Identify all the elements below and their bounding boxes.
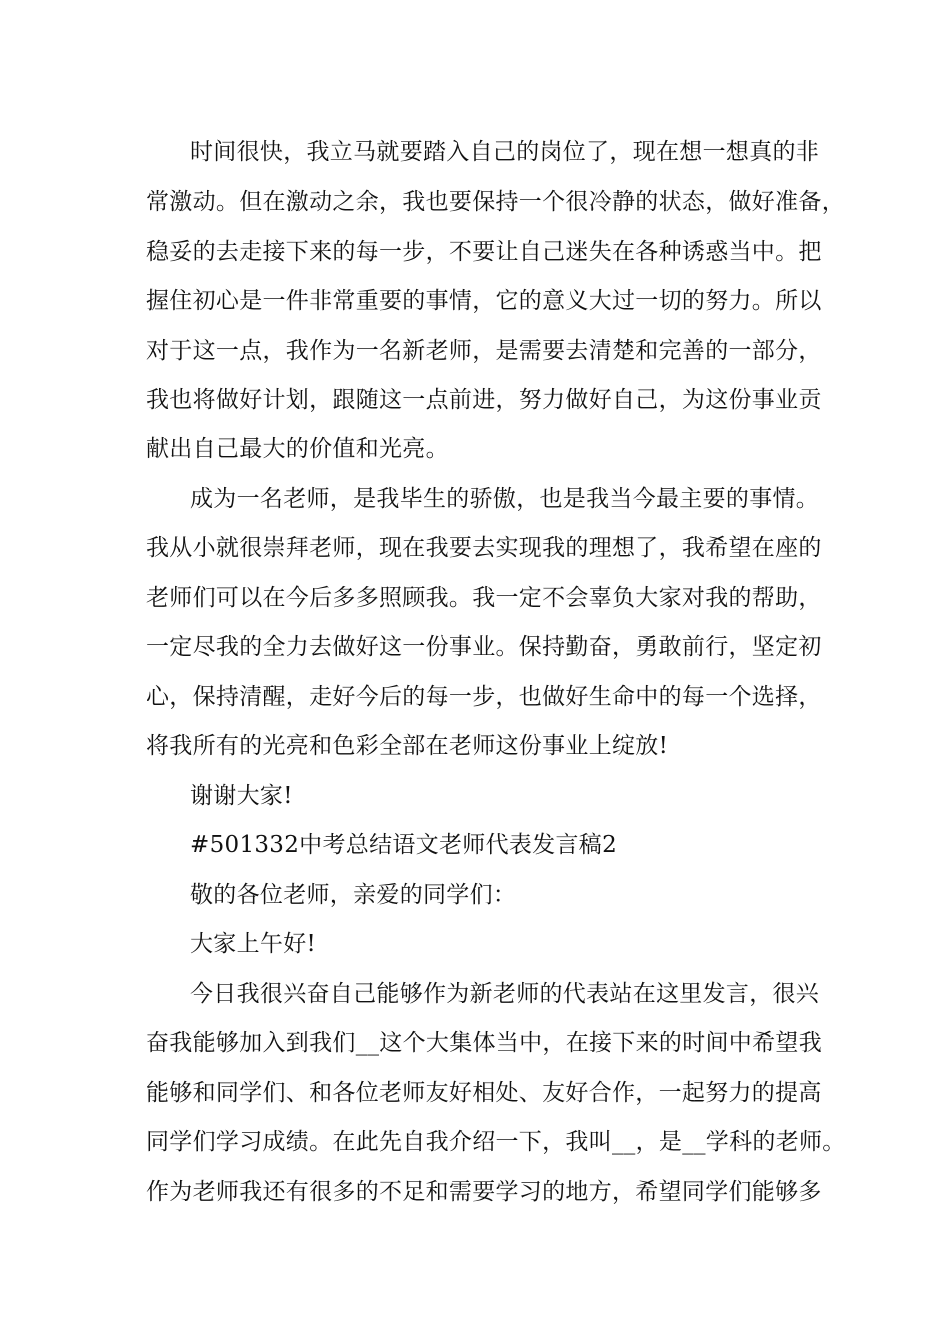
paragraph-3-line-5: 作为老师我还有很多的不足和需要学习的地方，希望同学们能够多 bbox=[146, 1179, 822, 1205]
greeting: 大家上午好! bbox=[190, 931, 317, 957]
paragraph-3-line-3: 能够和同学们、和各位老师友好相处、友好合作，一起努力的提高 bbox=[146, 1080, 822, 1106]
paragraph-2-line-2: 我从小就很崇拜老师，现在我要去实现我的理想了，我希望在座的 bbox=[146, 535, 822, 561]
paragraph-1-line-7: 献出自己最大的价值和光亮。 bbox=[146, 436, 449, 462]
paragraph-3-line-1: 今日我很兴奋自己能够作为新老师的代表站在这里发言，很兴 bbox=[190, 981, 820, 1007]
paragraph-1-line-2: 常激动。但在激动之余，我也要保持一个很冷静的状态，做好准备， bbox=[146, 189, 845, 215]
section-heading: #501332中考总结语文老师代表发言稿2 bbox=[190, 832, 618, 858]
paragraph-2-line-5: 心，保持清醒，走好今后的每一步，也做好生命中的每一个选择， bbox=[146, 684, 822, 710]
paragraph-1-line-3: 稳妥的去走接下来的每一步，不要让自己迷失在各种诱惑当中。把 bbox=[146, 239, 822, 265]
paragraph-1-line-6: 我也将做好计划，跟随这一点前进，努力做好自己，为这份事业贡 bbox=[146, 387, 822, 413]
paragraph-3-line-2: 奋我能够加入到我们__这个大集体当中，在接下来的时间中希望我 bbox=[146, 1030, 822, 1056]
paragraph-3-line-4: 同学们学习成绩。在此先自我介绍一下，我叫__，是__学科的老师。 bbox=[146, 1129, 846, 1155]
salutation: 敬的各位老师，亲爱的同学们： bbox=[190, 882, 517, 908]
paragraph-1-line-5: 对于这一点，我作为一名新老师，是需要去清楚和完善的一部分， bbox=[146, 338, 822, 364]
paragraph-1-line-1: 时间很快，我立马就要踏入自己的岗位了，现在想一想真的非 bbox=[190, 139, 820, 165]
paragraph-2-line-6: 将我所有的光亮和色彩全部在老师这份事业上绽放! bbox=[146, 733, 669, 759]
paragraph-2-line-1: 成为一名老师，是我毕生的骄傲，也是我当今最主要的事情。 bbox=[190, 486, 820, 512]
paragraph-2-line-3: 老师们可以在今后多多照顾我。我一定不会辜负大家对我的帮助， bbox=[146, 585, 822, 611]
paragraph-2-line-4: 一定尽我的全力去做好这一份事业。保持勤奋，勇敢前行，坚定初 bbox=[146, 634, 822, 660]
paragraph-1-line-4: 握住初心是一件非常重要的事情，它的意义大过一切的努力。所以 bbox=[146, 288, 822, 314]
thanks-line: 谢谢大家! bbox=[190, 783, 293, 809]
